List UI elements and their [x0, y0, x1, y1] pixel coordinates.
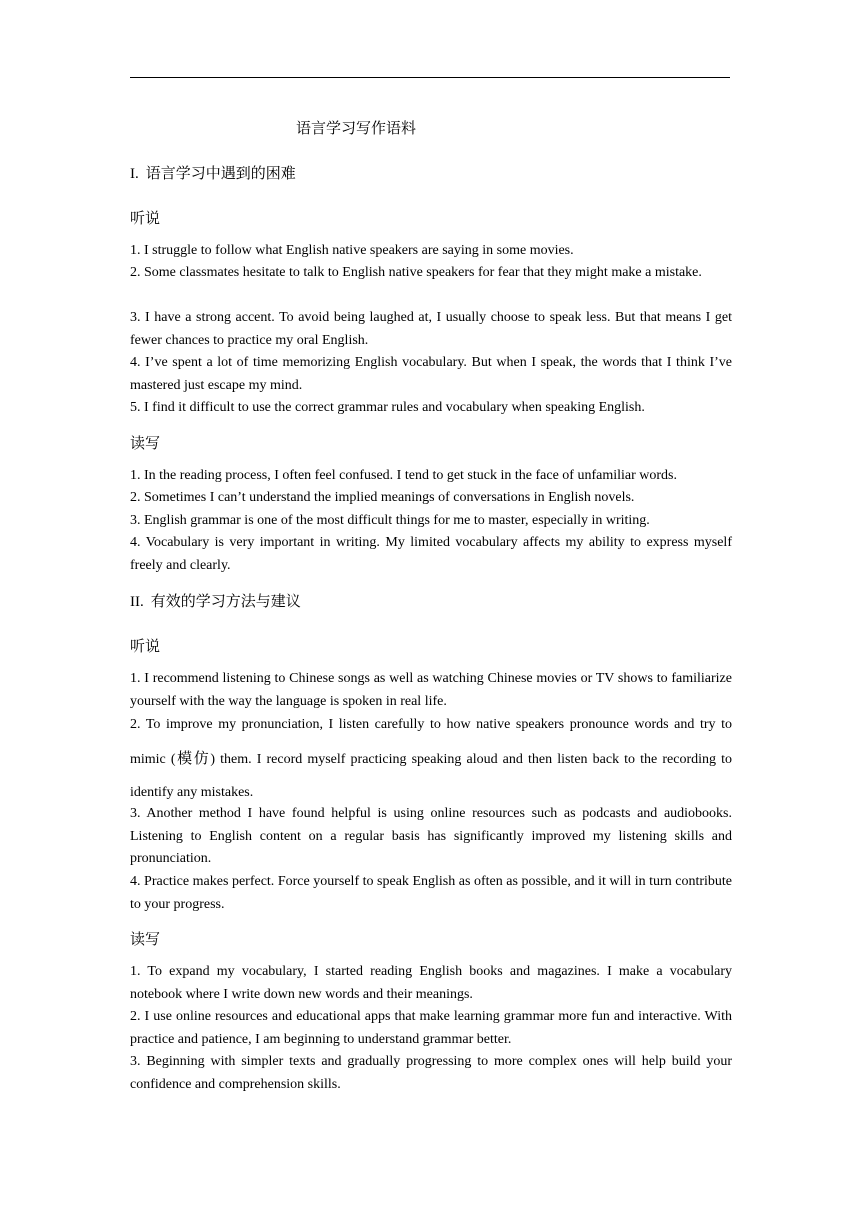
list-item: 3. Another method I have found helpful is using online resources such as podcasts and audiobooks. Listening to English content on a regular basis has significantly improved my listening skills and pronunciation.	[130, 806, 732, 866]
subsection-heading-2-1: 听说	[130, 637, 161, 655]
section-number-1: I.	[130, 166, 139, 182]
chinese-gloss: 模仿	[175, 748, 211, 767]
section-number-2: II.	[130, 594, 144, 610]
list-item: 3. I have a strong accent. To avoid being laughed at, I usually choose to speak less. But that means I get fewer chances to practice my oral English.	[130, 310, 732, 348]
list-item: 4. Practice makes perfect. Force yourself to speak English as often as possible, and it will in turn contribute to your progress.	[130, 874, 732, 912]
list-item: 3. English grammar is one of the most difficult things for me to master, especially in writing.	[130, 513, 650, 528]
list-item: 4. Vocabulary is very important in writing. My limited vocabulary affects my ability to express myself freely and clearly.	[130, 535, 732, 573]
section-title-1: 语言学习中遇到的困难	[145, 164, 296, 182]
list-item: 1. To expand my vocabulary, I started reading English books and magazines. I make a vocabulary notebook where I write down new words and their meanings.	[130, 964, 732, 1002]
header-rule	[130, 77, 730, 78]
list-item: 5. I find it difficult to use the correct grammar rules and vocabulary when speaking English.	[130, 400, 645, 415]
list-item: 3. Beginning with simpler texts and gradually progressing to more complex ones will help build your confidence and comprehension skills.	[130, 1054, 732, 1092]
subsection-heading-1-2: 读写	[130, 434, 161, 452]
section-heading-1	[130, 162, 296, 185]
document-title: 语言学习写作语料	[296, 119, 417, 137]
subsection-heading-1-1: 听说	[130, 209, 161, 227]
list-item	[130, 708, 732, 810]
list-item-text-after: ) them. I record myself practicing speaking aloud and then listen back to the recording to identify any mistakes.	[130, 751, 732, 800]
section-title-2: 有效的学习方法与建议	[150, 592, 301, 610]
list-item: 1. I struggle to follow what English native speakers are saying in some movies.	[130, 243, 574, 258]
list-item: 2. Some classmates hesitate to talk to English native speakers for fear that they might make a mistake.	[130, 265, 702, 280]
subsection-heading-2-2: 读写	[130, 930, 161, 948]
list-item: 2. I use online resources and educational apps that make learning grammar more fun and interactive. With practice and patience, I am beginning to understand grammar better.	[130, 1009, 732, 1047]
list-item: 1. In the reading process, I often feel confused. I tend to get stuck in the face of unfamiliar words.	[130, 468, 677, 483]
list-item: 4. I’ve spent a lot of time memorizing English vocabulary. But when I speak, the words that I think I’ve mastered just escape my mind.	[130, 355, 732, 393]
list-item-text-before: 2. To improve my pronunciation, I listen carefully to how native speakers pronounce words and try to mimic (	[130, 717, 732, 767]
list-item: 2. Sometimes I can’t understand the implied meanings of conversations in English novels.	[130, 490, 635, 505]
section-heading-2	[130, 590, 301, 613]
list-item: 1. I recommend listening to Chinese songs as well as watching Chinese movies or TV shows to familiarize yourself with the way the language is spoken in real life.	[130, 671, 732, 709]
